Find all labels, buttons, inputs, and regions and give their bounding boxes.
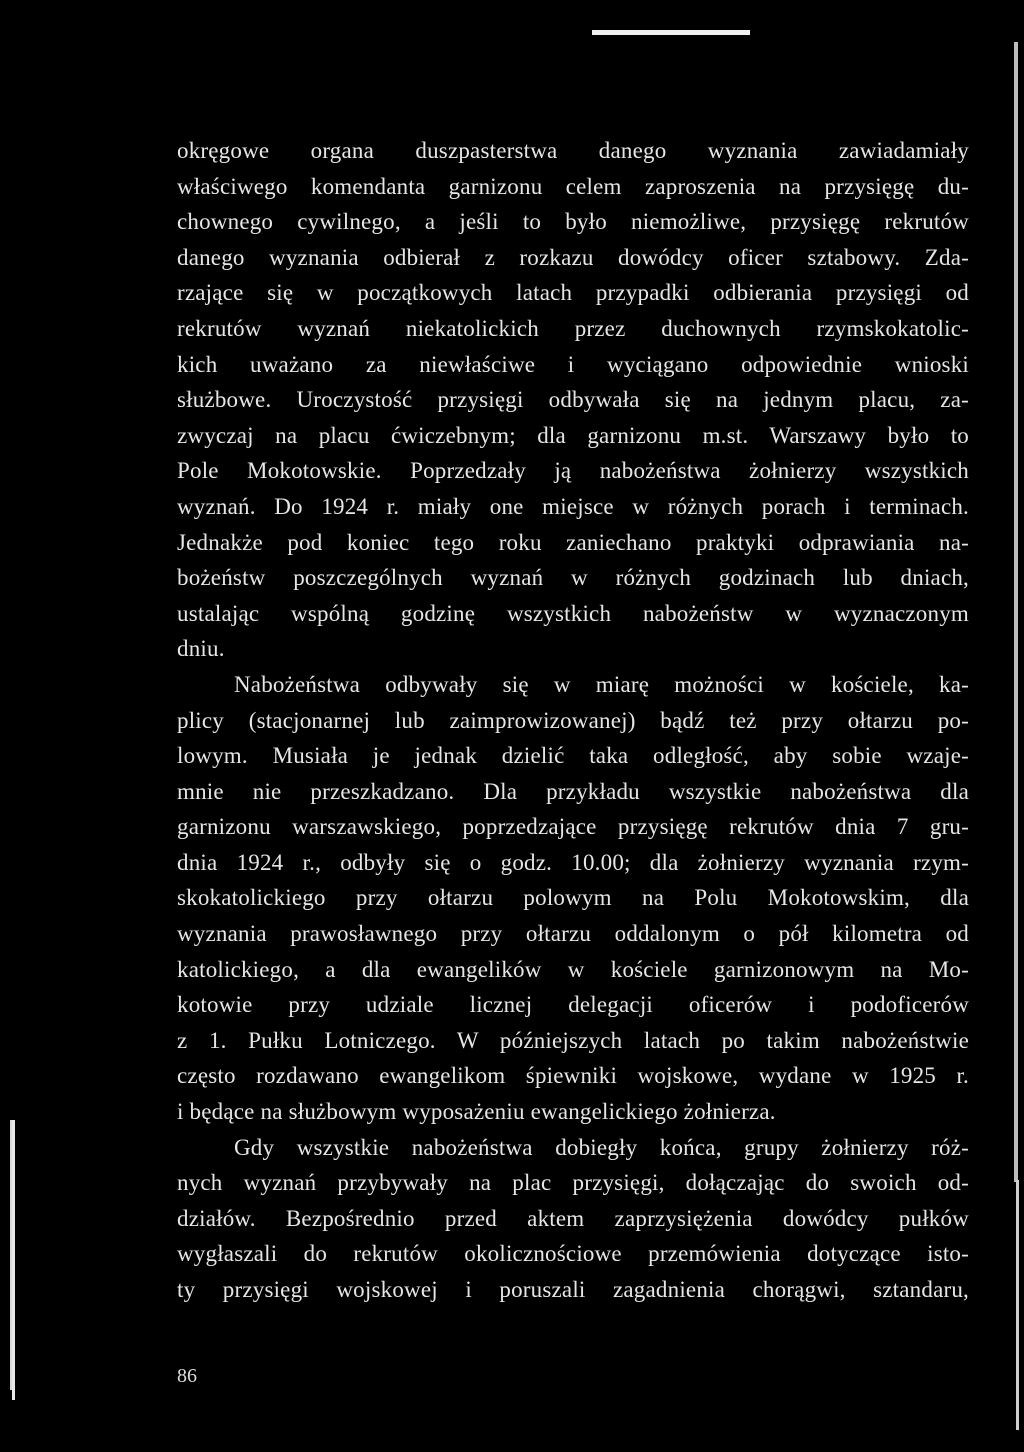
scan-edge-right-lower [1016,1180,1019,1430]
text-line: często rozdawano ewangelikom śpiewniki wojskowe, wydane w 1925 r. [177,1063,969,1089]
text-line: chownego cywilnego, a jeśli to było niemożliwe, przysięgę rekrutów [177,209,969,235]
text-line: wygłaszali do rekrutów okolicznościowe przemówienia dotyczące isto- [177,1241,969,1267]
text-line: lowym. Musiała je jednak dzielić taka odległość, aby sobie wzaje- [177,743,969,769]
text-line: służbowe. Uroczystość przysięgi odbywała się na jednym placu, za- [177,387,969,413]
text-line: kotowie przy udziale licznej delegacji oficerów i podoficerów [177,992,969,1018]
paragraph-start-line: Nabożeństwa odbywały się w miarę możności w kościele, ka- [234,671,969,697]
text-line: dniu. [177,636,225,662]
body-text [177,133,969,1308]
text-line: katolickiego, a dla ewangelików w kościele garnizonowym na Mo- [177,956,969,982]
scan-edge-right [1014,42,1018,1182]
text-line: rzające się w początkowych latach przypadki odbierania przysięgi od [177,280,969,306]
text-line: i będące na służbowym wyposażeniu ewangelickiego żołnierza. [177,1099,776,1125]
text-line: danego wyznania odbierał z rozkazu dowódcy oficer sztabowy. Zda- [177,244,969,270]
text-line: wyznania prawosławnego przy ołtarzu oddalonym o pół kilometra od [177,921,969,947]
text-line: garnizonu warszawskiego, poprzedzające przysięgę rekrutów dnia 7 gru- [177,814,969,840]
text-line: zwyczaj na placu ćwiczebnym; dla garnizonu m.st. Warszawy było to [177,422,969,448]
text-line: skokatolickiego przy ołtarzu polowym na Polu Mokotowskim, dla [177,885,969,911]
text-line: nych wyznań przybywały na plac przysięgi, dołączając do swoich od- [177,1170,969,1196]
text-line: dnia 1924 r., odbyły się o godz. 10.00; dla żołnierzy wyznania rzym- [177,849,969,875]
text-line: kich uważano za niewłaściwe i wyciągano odpowiednie wnioski [177,351,969,377]
page-number: 86 [177,1365,197,1387]
text-line: właściwego komendanta garnizonu celem zaproszenia na przysięgę du- [177,173,969,199]
text-line: ustalając wspólną godzinę wszystkich nabożeństw w wyznaczonym [177,600,969,626]
scan-edge-top [592,30,750,35]
text-line: Pole Mokotowskie. Poprzedzały ją nabożeństwa żołnierzy wszystkich [177,458,969,484]
text-line: bożeństw poszczególnych wyznań w różnych godzinach lub dniach, [177,565,969,591]
scan-edge-left-inner [12,1120,15,1400]
text-line: wyznań. Do 1924 r. miały one miejsce w różnych porach i terminach. [177,493,969,519]
text-line: okręgowe organa duszpasterstwa danego wyznania zawiadamiały [177,138,969,163]
text-line: mnie nie przeszkadzano. Dla przykładu wszystkie nabożeństwa dla [177,778,969,804]
text-line: z 1. Pułku Lotniczego. W późniejszych latach po takim nabożeństwie [177,1027,969,1053]
text-line: działów. Bezpośrednio przed aktem zaprzysiężenia dowódcy pułków [177,1205,969,1231]
text-line: plicy (stacjonarnej lub zaimprowizowanej) bądź też przy ołtarzu po- [177,707,969,733]
text-line: ty przysięgi wojskowej i poruszali zagadnienia chorągwi, sztandaru, [177,1277,969,1302]
paragraph-start-line: Gdy wszystkie nabożeństwa dobiegły końca, grupy żołnierzy róż- [234,1134,969,1160]
text-line: rekrutów wyznań niekatolickich przez duchownych rzymskokatolic- [177,315,969,341]
text-line: Jednakże pod koniec tego roku zaniechano praktyki odprawiania na- [177,529,969,555]
